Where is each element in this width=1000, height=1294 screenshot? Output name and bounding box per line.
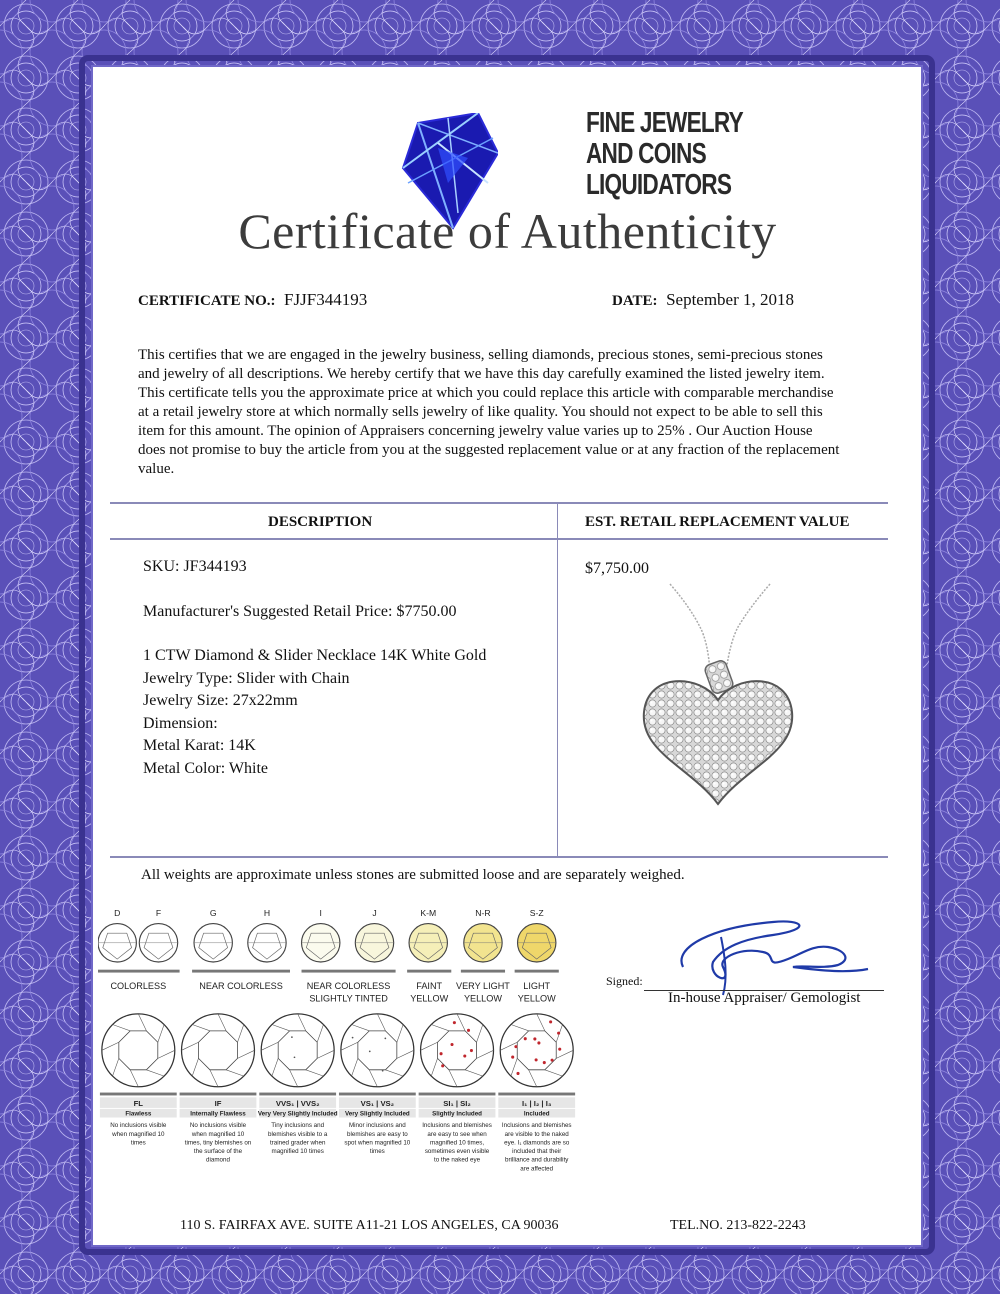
clarity-grade-desc: eye. I₁ diamonds are so xyxy=(504,1139,570,1147)
clarity-grade-desc: diamond xyxy=(206,1156,230,1164)
value-header: EST. RETAIL REPLACEMENT VALUE xyxy=(585,514,850,530)
color-grade-letter: I xyxy=(319,907,322,918)
clarity-grade-desc: when magnified 10 xyxy=(112,1130,165,1138)
signature-image xyxy=(653,907,873,997)
clarity-grade-desc: times xyxy=(130,1139,146,1147)
clarity-grade-desc: brilliance and durability xyxy=(505,1156,569,1164)
certificate-body xyxy=(98,72,917,1240)
color-group-label: NEAR COLORLESS xyxy=(199,980,283,991)
detail-line: Jewelry Type: Slider with Chain xyxy=(143,669,350,687)
clarity-grade-name: Very Slightly Included xyxy=(344,1110,410,1118)
clarity-bar xyxy=(419,1093,496,1096)
certificate-number-label: CERTIFICATE NO.: xyxy=(138,293,276,309)
color-group-bar xyxy=(515,970,559,973)
intro-line: item for this amount. The opinion of Appraisers concerning jewelry value varies up to 25% . Our Auction House xyxy=(138,423,813,439)
color-grade-diamond-icon xyxy=(464,924,502,962)
description-table xyxy=(110,502,888,858)
clarity-grade-desc: included that their xyxy=(512,1148,562,1156)
clarity-grade-code: VS₁ | VS₂ xyxy=(360,1099,395,1108)
color-group-label: YELLOW xyxy=(463,993,502,1004)
date-row xyxy=(612,290,794,310)
color-group-label: YELLOW xyxy=(410,993,449,1004)
color-grade-letter: D xyxy=(114,907,121,918)
sku: SKU: JF344193 xyxy=(143,558,247,575)
color-grade-diamond-icon xyxy=(98,924,136,962)
page-title: Certificate of Authenticity xyxy=(238,203,777,259)
clarity-grade-name: Slightly Included xyxy=(432,1110,482,1118)
color-group-bar xyxy=(302,970,396,973)
color-grade-diamond-icon xyxy=(409,924,447,962)
footer-address: 110 S. FAIRFAX AVE. SUITE A11-21 LOS ANGELES, CA 90036 xyxy=(180,1218,559,1233)
clarity-grade-desc: blemishes are easy to xyxy=(347,1130,408,1138)
clarity-grade-desc: Minor inclusions and xyxy=(348,1122,406,1130)
clarity-diamond-icon xyxy=(261,1014,334,1087)
intro-line: and jewelry of all descriptions. We hereby certify that we have this day carefully examined the listed jewelry item. xyxy=(138,366,825,382)
clarity-grade-code: I₁ | I₂ | I₃ xyxy=(522,1099,552,1108)
signed-label: Signed: xyxy=(606,974,643,988)
clarity-grade-code: IF xyxy=(214,1099,222,1108)
detail-line: 1 CTW Diamond & Slider Necklace 14K White Gold xyxy=(143,647,487,664)
certificate-number: FJJF344193 xyxy=(284,290,368,309)
color-grade-letter: F xyxy=(155,907,162,918)
clarity-bar xyxy=(259,1093,336,1096)
grading-chart xyxy=(98,898,578,1218)
intro-paragraph xyxy=(138,346,878,479)
clarity-bar xyxy=(339,1093,416,1096)
clarity-grade-name: Very Very Slightly Included xyxy=(257,1110,338,1118)
color-grade-letter: H xyxy=(263,907,271,918)
clarity-grade-desc: magnified 10 times, xyxy=(430,1139,485,1147)
color-grade-diamond-icon xyxy=(355,924,393,962)
detail-line: Metal Karat: 14K xyxy=(143,737,256,754)
color-group-label: LIGHT xyxy=(523,980,551,991)
color-group-label: SLIGHTLY TINTED xyxy=(309,993,388,1004)
detail-line: Dimension: xyxy=(143,714,218,732)
clarity-grade-code: VVS₁ | VVS₂ xyxy=(275,1099,320,1108)
date-label: DATE: xyxy=(612,293,658,309)
clarity-grade-desc: blemishes visible to a xyxy=(268,1130,328,1138)
clarity-grade-desc: the surface of the xyxy=(193,1148,243,1156)
clarity-grade-desc: to the naked eye xyxy=(433,1156,481,1164)
clarity-grade-desc: No inclusions visible xyxy=(110,1122,167,1130)
clarity-grade-code: FL xyxy=(133,1099,144,1108)
color-grade-letter: S-Z xyxy=(529,907,544,918)
logo-line-3: LIQUIDATORS xyxy=(586,169,732,201)
logo-wordmark xyxy=(586,108,743,201)
clarity-bar xyxy=(100,1093,177,1096)
clarity-grade-desc: are visible to the naked xyxy=(504,1130,569,1138)
replacement-value: $7,750.00 xyxy=(585,560,649,577)
color-group-bar xyxy=(98,970,180,973)
clarity-diamond-icon xyxy=(102,1014,175,1087)
clarity-grade-desc: spot when magnified 10 xyxy=(344,1139,411,1147)
color-grade-diamond-icon xyxy=(139,924,177,962)
clarity-grade-desc: times xyxy=(369,1148,385,1156)
clarity-diamond-icon xyxy=(500,1014,573,1087)
item-description xyxy=(143,556,486,780)
color-grade-letter: J xyxy=(372,907,377,918)
table-divider xyxy=(557,504,558,856)
color-grade-diamond-icon xyxy=(194,924,232,962)
intro-line: value. xyxy=(138,461,175,477)
clarity-grade-desc: Inclusions and blemishes xyxy=(422,1122,492,1130)
clarity-grade-desc: Tiny inclusions and xyxy=(271,1122,325,1130)
intro-line: at a retail jewelry store at which normally sells jewelry of like quality. You should not expect to be able to sell this xyxy=(138,404,823,420)
clarity-grade-desc: No inclusions visible xyxy=(189,1122,247,1130)
intro-line: This certificate tells you the approximate price at which you could replace this article with comparable merchandise xyxy=(138,385,834,401)
clarity-diamond-icon xyxy=(341,1014,414,1087)
clarity-grade-desc: magnified 10 times xyxy=(271,1148,324,1156)
clarity-grade-desc: sometimes even visible xyxy=(424,1148,490,1156)
logo-line-1: FINE JEWELRY xyxy=(586,107,743,139)
date-value: September 1, 2018 xyxy=(666,290,795,309)
color-grade-letter: N-R xyxy=(475,907,491,918)
clarity-grade-desc: times, tiny blemishes on xyxy=(184,1139,252,1147)
description-header: DESCRIPTION xyxy=(268,514,373,530)
color-group-label: FAINT xyxy=(416,980,443,991)
color-grade-letter: K-M xyxy=(420,907,437,918)
clarity-grade-code: SI₁ | SI₂ xyxy=(443,1099,471,1108)
color-group-label: YELLOW xyxy=(517,993,556,1004)
clarity-grade-name: Internally Flawless xyxy=(190,1110,246,1118)
weights-note: All weights are approximate unless stones are submitted loose and are separately weighed. xyxy=(141,867,685,883)
color-grade-letter: G xyxy=(209,907,217,918)
color-group-label: COLORLESS xyxy=(110,980,167,991)
clarity-bar xyxy=(180,1093,257,1096)
color-group-label: VERY LIGHT xyxy=(456,980,510,991)
clarity-grade-name: Flawless xyxy=(125,1110,152,1118)
intro-line: does not promise to buy the article from you at the suggested replacement value or at any fraction of the replacement xyxy=(138,442,840,458)
color-group-bar xyxy=(461,970,505,973)
certificate-number-row xyxy=(138,290,367,310)
color-grade-diamond-icon xyxy=(518,924,556,962)
clarity-grade-desc: when magnified 10 xyxy=(191,1130,245,1138)
clarity-diamond-icon xyxy=(421,1014,494,1087)
color-grade-diamond-icon xyxy=(302,924,340,962)
msrp: Manufacturer's Suggested Retail Price: $7750.00 xyxy=(143,602,457,620)
color-group-bar xyxy=(192,970,290,973)
clarity-bar xyxy=(498,1093,575,1096)
logo-line-2: AND COINS xyxy=(586,138,706,170)
color-grade-diamond-icon xyxy=(248,924,286,962)
detail-line: Jewelry Size: 27x22mm xyxy=(143,692,298,709)
table-header xyxy=(110,504,888,540)
clarity-diamond-icon xyxy=(182,1014,255,1087)
intro-line: This certifies that we are engaged in the jewelry business, selling diamonds, precious stones, semi-precious stones xyxy=(138,347,823,363)
clarity-grade-desc: are affected xyxy=(520,1165,554,1173)
clarity-grade-name: Included xyxy=(523,1110,550,1118)
footer-phone: TEL.NO. 213-822-2243 xyxy=(670,1218,806,1233)
color-group-label: NEAR COLORLESS xyxy=(306,980,391,991)
clarity-grade-desc: are easy to see when xyxy=(427,1130,487,1138)
appraiser-title: In-house Appraiser/ Gemologist xyxy=(668,990,861,1006)
heart-pendant-image xyxy=(630,582,805,812)
clarity-grade-desc: trained grader when xyxy=(269,1139,326,1147)
clarity-grade-desc: Inclusions and blemishes xyxy=(501,1122,572,1130)
detail-line: Metal Color: White xyxy=(143,759,269,777)
color-group-bar xyxy=(407,970,451,973)
